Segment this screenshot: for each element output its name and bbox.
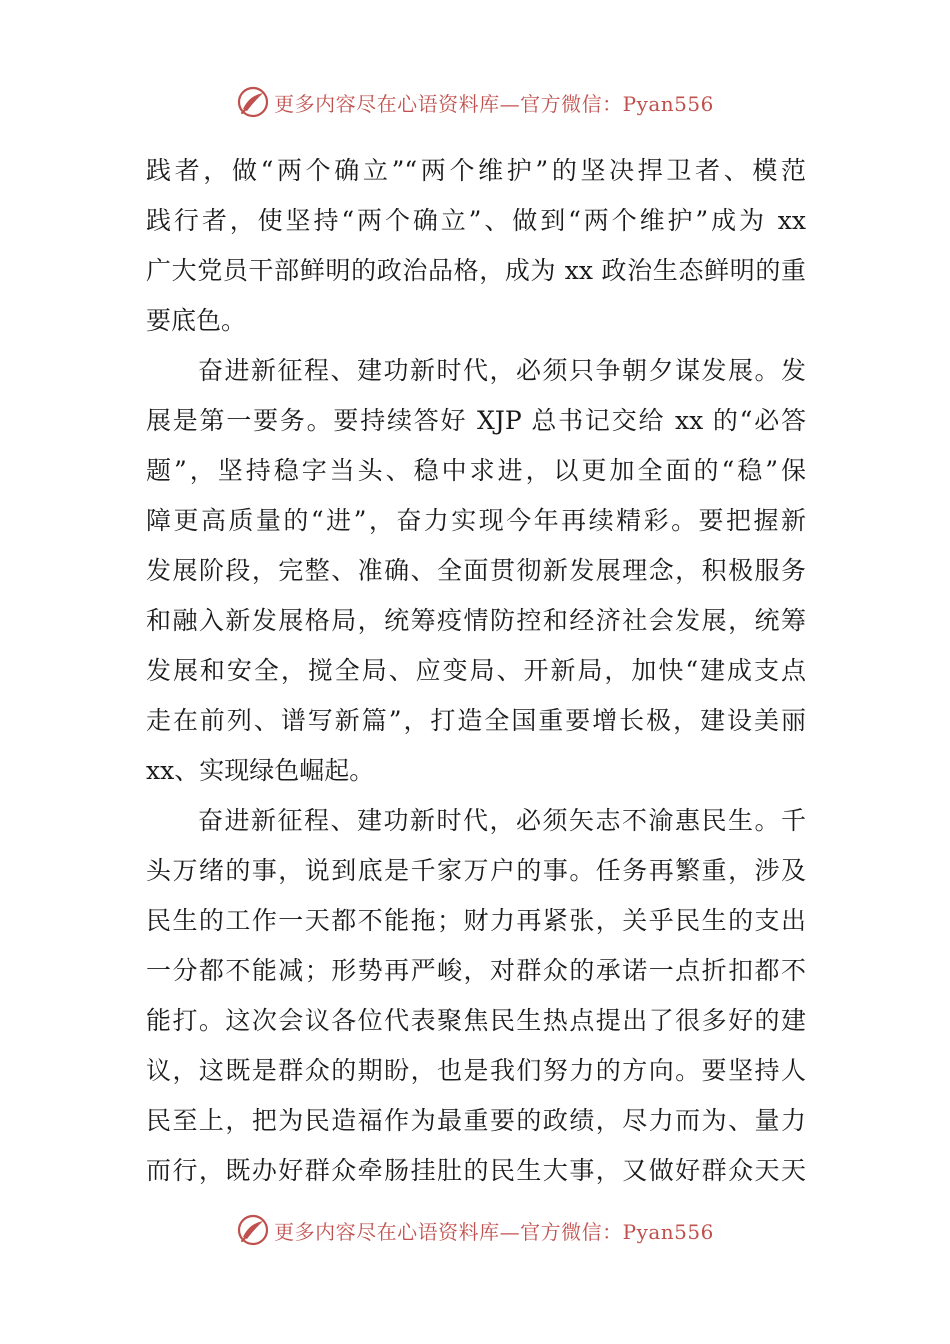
text-line: 要底色。 <box>146 306 247 335</box>
watermark-text: 更多内容尽在心语资料库—官方微信：Pyan556 <box>274 91 714 116</box>
text-line: 民至上，把为民造福作为最重要的政绩，尽力而为、量力 <box>146 1106 806 1135</box>
text-line: 题”，坚持稳字当头、稳中求进，以更加全面的“稳”保 <box>146 456 806 485</box>
text-line: 障更高质量的“进”，奋力实现今年再续精彩。要把握新 <box>146 506 806 535</box>
text-line: 践者，做“两个确立”“两个维护”的坚决捍卫者、模范 <box>146 156 806 185</box>
text-line: 广大党员干部鲜明的政治品格，成为 xx 政治生态鲜明的重 <box>146 256 806 285</box>
text-line: 头万绪的事，说到底是千家万户的事。任务再繁重，涉及 <box>146 856 806 885</box>
text-line: 和融入新发展格局，统筹疫情防控和经济社会发展，统筹 <box>146 606 806 635</box>
pen-logo-icon <box>236 1213 270 1247</box>
text-line: 议，这既是群众的期盼，也是我们努力的方向。要坚持人 <box>146 1056 806 1085</box>
text-line: 能打。这次会议各位代表聚焦民生热点提出了很多好的建 <box>146 1006 806 1035</box>
header-watermark <box>0 82 950 122</box>
paragraph-2 <box>146 346 806 796</box>
document-body <box>146 146 806 1196</box>
text-line: 民生的工作一天都不能拖；财力再紧张，关乎民生的支出 <box>146 906 806 935</box>
pen-logo-icon <box>236 85 270 119</box>
text-line: 发展阶段，完整、准确、全面贯彻新发展理念，积极服务 <box>146 556 806 585</box>
text-line: 而行，既办好群众牵肠挂肚的民生大事，又做好群众天天 <box>146 1156 806 1185</box>
text-line: xx、实现绿色崛起。 <box>146 756 375 785</box>
text-line: 奋进新征程、建功新时代，必须只争朝夕谋发展。发 <box>198 356 806 385</box>
text-line: 展是第一要务。要持续答好 XJP 总书记交给 xx 的“必答 <box>146 406 806 435</box>
watermark-text: 更多内容尽在心语资料库—官方微信：Pyan556 <box>274 1219 714 1244</box>
text-line: 践行者，使坚持“两个确立”、做到“两个维护”成为 xx <box>146 206 806 235</box>
text-line: 奋进新征程、建功新时代，必须矢志不渝惠民生。千 <box>198 806 806 835</box>
paragraph-3 <box>146 796 806 1196</box>
text-line: 发展和安全，搅全局、应变局、开新局，加快“建成支点 <box>146 656 806 685</box>
footer-watermark <box>0 1210 950 1250</box>
text-line: 走在前列、谱写新篇”，打造全国重要增长极，建设美丽 <box>146 706 806 735</box>
text-line: 一分都不能减；形势再严峻，对群众的承诺一点折扣都不 <box>146 956 806 985</box>
paragraph-1 <box>146 146 806 346</box>
